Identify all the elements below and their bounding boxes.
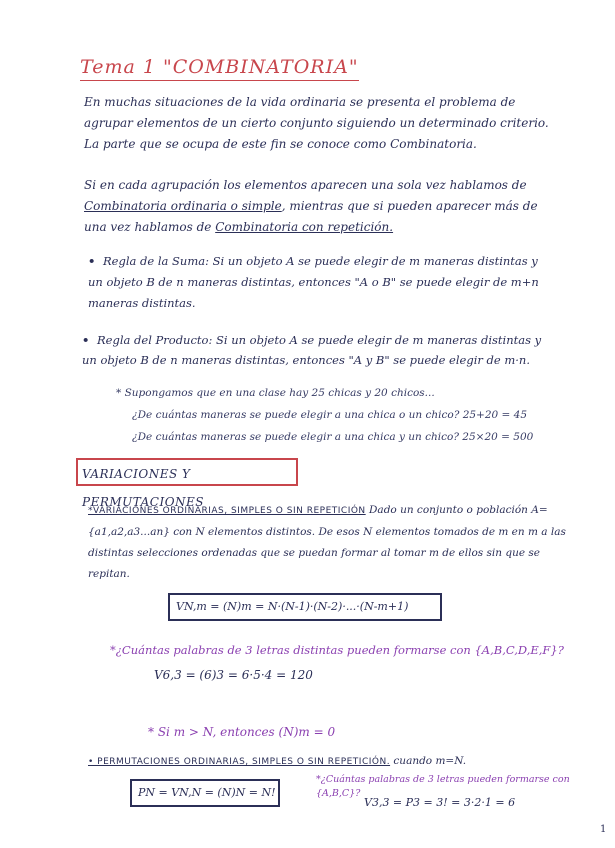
question-1-answer: V6,3 = (6)3 = 6·5·4 = 120 [154, 668, 313, 682]
p2-middle: , mientras que si pueden aparecer más de una vez hablamos de [84, 199, 538, 234]
rule-product [82, 330, 552, 370]
rule-sum-text: Si un objeto A se puede elegir de m maneras distintas y un objeto B de n maneras distintas, entonces "A o B" se puede elegir de m+n maneras distintas. [88, 254, 539, 310]
page-title: Tema 1 "COMBINATORIA" [80, 56, 359, 81]
question-1: *¿Cuántas palabras de 3 letras distintas pueden formarse con {A,B,C,D,E,F}? [110, 643, 564, 657]
page-number: 1 [600, 824, 607, 835]
rule-product-label: Regla del Producto: [97, 333, 213, 347]
permutations-formula: PN = VN,N = (N)N = N! [130, 779, 280, 807]
intro-paragraph [84, 92, 554, 155]
intro-line-2: La parte que se ocupa de este fin se conoce como Combinatoria. [84, 137, 477, 151]
question-2-answer: V3,3 = P3 = 3! = 3·2·1 = 6 [364, 796, 516, 809]
example-block [116, 382, 576, 448]
term-repetition: Combinatoria con repetición. [215, 220, 394, 234]
condition-note: * Si m > N, entonces (N)m = 0 [148, 725, 336, 739]
permutations-block [88, 751, 568, 772]
term-simple: Combinatoria ordinaria o simple [84, 199, 282, 213]
question-2: *¿Cuántas palabras de 3 letras pueden formarse con {A,B,C}? [316, 774, 570, 799]
bullet-dot: • [82, 333, 90, 347]
permutations-heading: • PERMUTACIONES ORDINARIAS, SIMPLES O SIN REPETICIÓN. [88, 757, 391, 767]
variations-block [88, 500, 570, 585]
bullet-dot: • [88, 254, 96, 268]
rule-sum [88, 251, 543, 314]
example-line-1: * Supongamos que en una clase hay 25 chicas y 20 chicos... [116, 387, 435, 399]
p2-start: Si en cada agrupación los elementos aparecen una sola vez hablamos de [84, 178, 527, 192]
rule-product-text: Si un objeto A se puede elegir de m maneras distintas y un objeto B de n maneras distintas, entonces "A y B" se puede elegir de m·n. [82, 333, 542, 367]
variations-heading: *VARIACIONES ORDINARIAS, SIMPLES O SIN REPETICIÓN [88, 506, 366, 516]
variations-formula: VN,m = (N)m = N·(N-1)·(N-2)·...·(N-m+1) [168, 593, 442, 621]
example-line-2: ¿De cuántas maneras se puede elegir a una chica o un chico? 25+20 = 45 [132, 409, 528, 421]
rule-sum-label: Regla de la Suma: [103, 254, 209, 268]
variations-text: Dado un conjunto o población A={a1,a2,a3...an} con N elementos distintos. De esos N elementos tomados de m en m a las distintas selecciones ordenadas que se puedan formar al tomar m de ellos sin que se repitan. [88, 504, 566, 580]
intro-line-1: En muchas situaciones de la vida ordinaria se presenta el problema de agrupar elementos de un cierto conjunto siguiendo un determinado criterio. [84, 95, 549, 130]
permutations-tail: cuando m=N. [393, 755, 467, 767]
example-line-3: ¿De cuántas maneras se puede elegir a una chica y un chico? 25×20 = 500 [132, 431, 534, 443]
section-heading: VARIACIONES Y PERMUTACIONES [76, 458, 298, 486]
intro-paragraph-2 [84, 175, 554, 238]
